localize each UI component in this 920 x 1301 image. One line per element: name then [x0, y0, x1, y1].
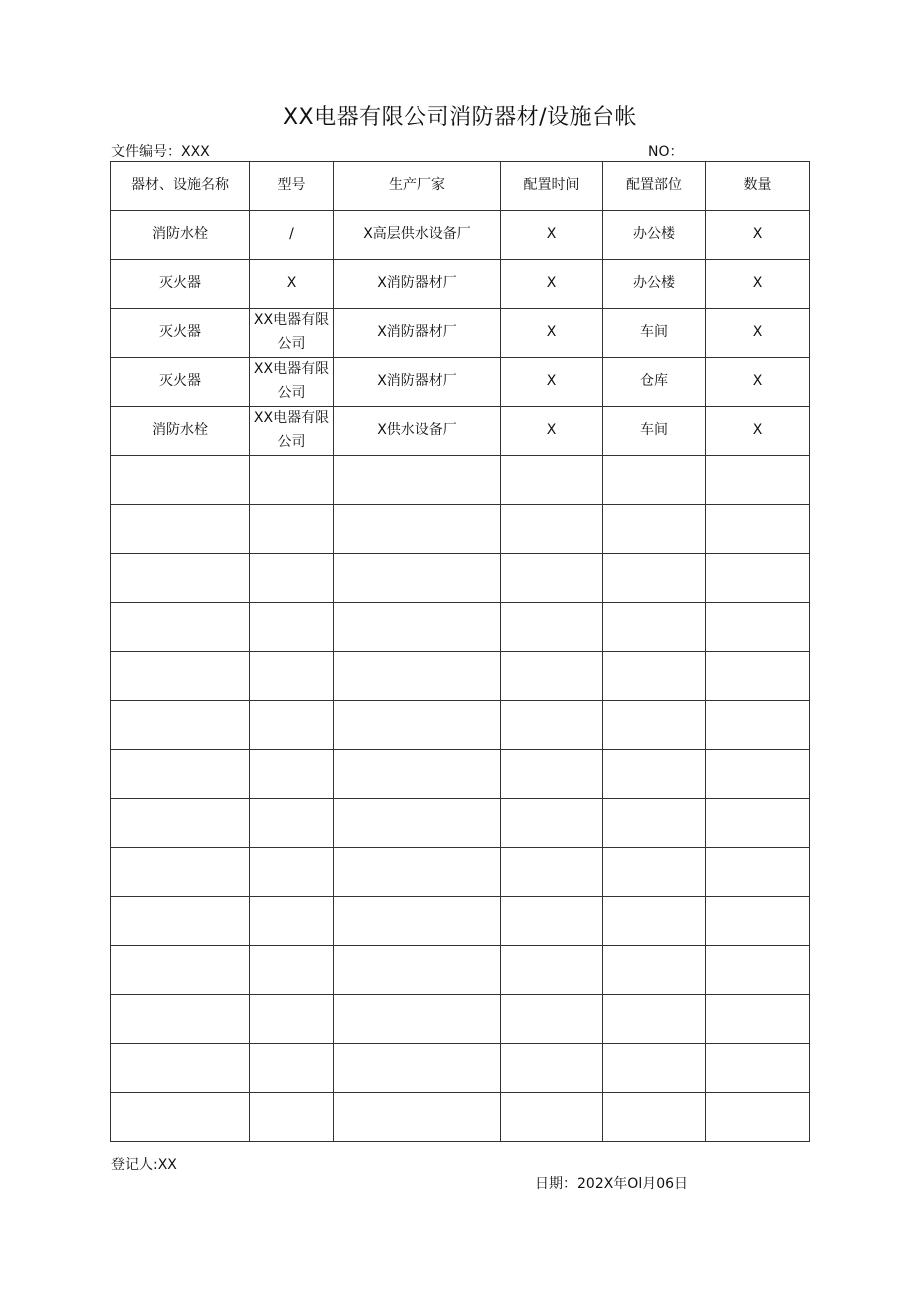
cell-model: XX电器有限公司 — [250, 407, 334, 456]
table-row — [111, 260, 810, 309]
empty-cell — [706, 456, 810, 505]
empty-cell — [706, 554, 810, 603]
empty-cell — [706, 505, 810, 554]
cell-model: XX电器有限公司 — [250, 358, 334, 407]
empty-cell — [111, 456, 250, 505]
cell-equipment-name: 灭火器 — [111, 358, 250, 407]
cell-quantity: X — [706, 358, 810, 407]
empty-cell — [111, 995, 250, 1044]
empty-cell — [111, 799, 250, 848]
empty-cell — [334, 897, 501, 946]
header-config-location: 配置部位 — [603, 162, 706, 211]
cell-quantity: X — [706, 260, 810, 309]
empty-cell — [706, 701, 810, 750]
cell-equipment-name: 消防水栓 — [111, 407, 250, 456]
empty-cell — [603, 995, 706, 1044]
empty-cell — [501, 799, 603, 848]
registrar: 登记人:XX — [111, 1157, 177, 1173]
empty-table-row — [111, 1044, 810, 1093]
empty-cell — [334, 652, 501, 701]
cell-config-time: X — [501, 309, 603, 358]
table-row — [111, 211, 810, 260]
empty-cell — [334, 603, 501, 652]
cell-model: XX电器有限公司 — [250, 309, 334, 358]
empty-cell — [334, 456, 501, 505]
empty-cell — [250, 603, 334, 652]
cell-manufacturer: X消防器材厂 — [334, 260, 501, 309]
empty-table-row — [111, 897, 810, 946]
empty-cell — [603, 701, 706, 750]
empty-cell — [250, 1093, 334, 1142]
empty-cell — [111, 848, 250, 897]
cell-config-time: X — [501, 358, 603, 407]
cell-quantity: X — [706, 211, 810, 260]
header-model: 型号 — [250, 162, 334, 211]
empty-table-row — [111, 750, 810, 799]
empty-cell — [501, 701, 603, 750]
empty-cell — [250, 701, 334, 750]
empty-cell — [250, 554, 334, 603]
empty-cell — [501, 897, 603, 946]
empty-cell — [250, 848, 334, 897]
no-label: NO： — [648, 144, 684, 160]
empty-cell — [501, 995, 603, 1044]
empty-cell — [111, 505, 250, 554]
empty-cell — [111, 1044, 250, 1093]
empty-cell — [501, 848, 603, 897]
cell-config-location: 车间 — [603, 309, 706, 358]
equipment-ledger-table — [110, 161, 810, 1142]
empty-table-row — [111, 603, 810, 652]
cell-equipment-name: 消防水栓 — [111, 211, 250, 260]
table-row — [111, 358, 810, 407]
cell-config-location: 仓库 — [603, 358, 706, 407]
empty-cell — [603, 1093, 706, 1142]
empty-cell — [250, 652, 334, 701]
cell-config-location: 办公楼 — [603, 260, 706, 309]
empty-cell — [250, 505, 334, 554]
empty-cell — [501, 1093, 603, 1142]
empty-cell — [603, 750, 706, 799]
empty-cell — [334, 995, 501, 1044]
empty-cell — [250, 995, 334, 1044]
cell-manufacturer: X供水设备厂 — [334, 407, 501, 456]
empty-table-row — [111, 799, 810, 848]
empty-cell — [706, 995, 810, 1044]
empty-cell — [706, 946, 810, 995]
empty-cell — [250, 897, 334, 946]
table-row — [111, 309, 810, 358]
empty-cell — [501, 1044, 603, 1093]
empty-cell — [111, 554, 250, 603]
table-header-row — [111, 162, 810, 211]
empty-cell — [250, 946, 334, 995]
empty-cell — [603, 456, 706, 505]
document-title: XX电器有限公司消防器材/设施台帐 — [282, 105, 638, 130]
empty-cell — [706, 1044, 810, 1093]
header-config-time: 配置时间 — [501, 162, 603, 211]
cell-manufacturer: X消防器材厂 — [334, 309, 501, 358]
empty-cell — [250, 750, 334, 799]
empty-table-row — [111, 701, 810, 750]
empty-cell — [111, 701, 250, 750]
cell-config-time: X — [501, 407, 603, 456]
cell-config-location: 车间 — [603, 407, 706, 456]
empty-cell — [603, 897, 706, 946]
empty-table-row — [111, 554, 810, 603]
empty-cell — [706, 652, 810, 701]
empty-cell — [111, 897, 250, 946]
empty-cell — [334, 701, 501, 750]
empty-table-row — [111, 652, 810, 701]
file-number: 文件编号：XXX — [111, 144, 210, 160]
empty-cell — [706, 848, 810, 897]
empty-cell — [603, 848, 706, 897]
empty-cell — [706, 603, 810, 652]
empty-cell — [501, 456, 603, 505]
empty-cell — [603, 946, 706, 995]
empty-cell — [334, 1093, 501, 1142]
empty-cell — [250, 456, 334, 505]
empty-cell — [111, 652, 250, 701]
empty-table-row — [111, 456, 810, 505]
date: 日期：202X年Ol月06日 — [535, 1176, 689, 1192]
empty-cell — [603, 505, 706, 554]
header-equipment-name: 器材、设施名称 — [111, 162, 250, 211]
cell-config-time: X — [501, 260, 603, 309]
empty-cell — [250, 799, 334, 848]
empty-cell — [501, 603, 603, 652]
cell-model: X — [250, 260, 334, 309]
cell-equipment-name: 灭火器 — [111, 309, 250, 358]
empty-cell — [603, 603, 706, 652]
empty-cell — [706, 1093, 810, 1142]
empty-table-row — [111, 995, 810, 1044]
cell-manufacturer: X高层供水设备厂 — [334, 211, 501, 260]
header-quantity: 数量 — [706, 162, 810, 211]
empty-cell — [603, 799, 706, 848]
empty-cell — [706, 799, 810, 848]
empty-table-row — [111, 1093, 810, 1142]
empty-cell — [501, 505, 603, 554]
empty-cell — [706, 750, 810, 799]
cell-equipment-name: 灭火器 — [111, 260, 250, 309]
empty-cell — [501, 946, 603, 995]
cell-config-time: X — [501, 211, 603, 260]
cell-quantity: X — [706, 407, 810, 456]
empty-table-row — [111, 946, 810, 995]
empty-cell — [603, 1044, 706, 1093]
empty-cell — [501, 750, 603, 799]
cell-config-location: 办公楼 — [603, 211, 706, 260]
empty-table-row — [111, 505, 810, 554]
empty-cell — [111, 603, 250, 652]
empty-cell — [334, 1044, 501, 1093]
header-manufacturer: 生产厂家 — [334, 162, 501, 211]
empty-cell — [334, 848, 501, 897]
empty-cell — [706, 897, 810, 946]
cell-manufacturer: X消防器材厂 — [334, 358, 501, 407]
empty-cell — [334, 946, 501, 995]
empty-cell — [501, 554, 603, 603]
empty-cell — [111, 946, 250, 995]
cell-quantity: X — [706, 309, 810, 358]
empty-cell — [603, 652, 706, 701]
empty-table-row — [111, 848, 810, 897]
empty-cell — [501, 652, 603, 701]
empty-cell — [334, 554, 501, 603]
cell-model: / — [250, 211, 334, 260]
empty-cell — [250, 1044, 334, 1093]
empty-cell — [603, 554, 706, 603]
empty-cell — [111, 750, 250, 799]
empty-cell — [334, 750, 501, 799]
empty-cell — [334, 799, 501, 848]
empty-cell — [334, 505, 501, 554]
empty-cell — [111, 1093, 250, 1142]
table-row — [111, 407, 810, 456]
